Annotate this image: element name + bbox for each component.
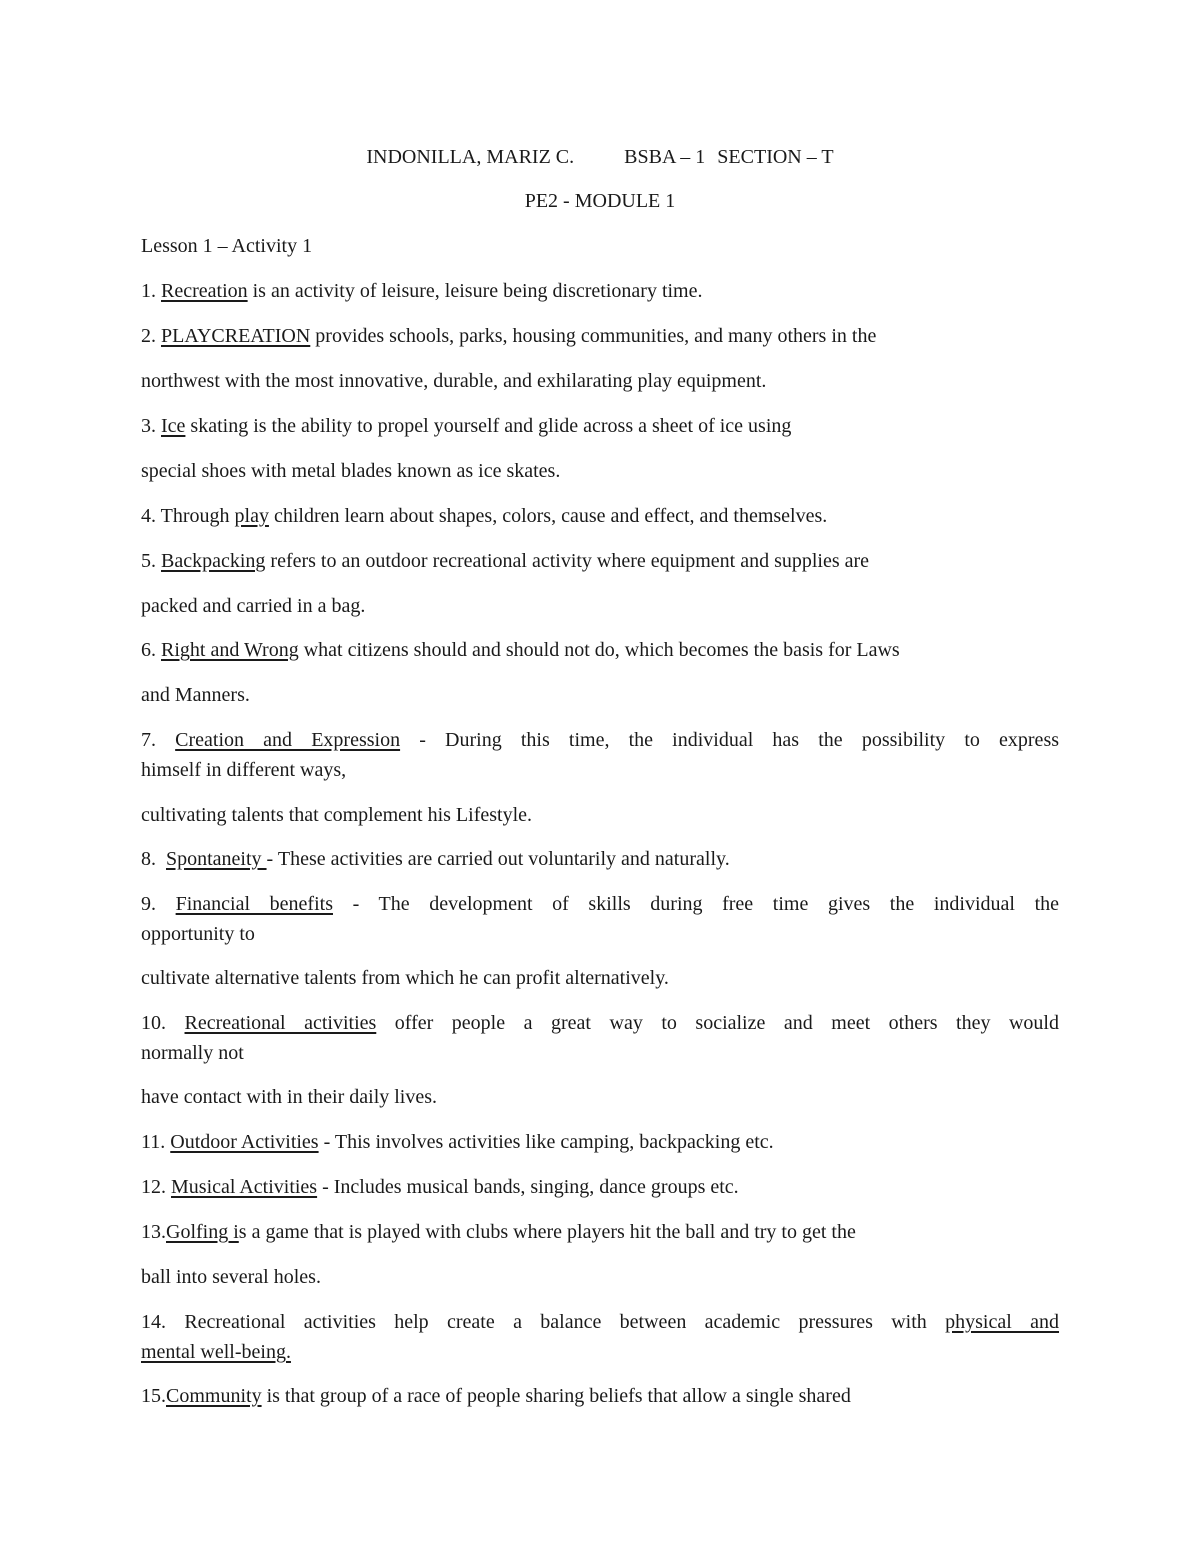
item-1-term: Recreation	[161, 280, 248, 302]
item-9: 9. Financial benefits - The development of skills during free time gives the individual the	[141, 893, 1060, 915]
item-11-term: Outdoor Activities	[170, 1131, 319, 1153]
item-12: 12. Musical Activities - Includes musical bands, singing, dance groups etc.	[141, 1176, 739, 1198]
item-8-term: Spontaneity	[166, 848, 267, 870]
item-6-continuation: and Manners.	[141, 684, 250, 706]
item-6-term: Right and Wrong	[161, 639, 299, 661]
item-12-term: Musical Activities	[171, 1176, 318, 1198]
section: SECTION – T	[717, 146, 834, 168]
item-9-wrap: opportunity to	[141, 923, 255, 945]
item-13-term: Golfing i	[166, 1221, 239, 1243]
item-2: 2. PLAYCREATION provides schools, parks, housing communities, and many others in the	[141, 325, 877, 347]
item-1: 1. Recreation is an activity of leisure, leisure being discretionary time.	[141, 280, 703, 302]
item-7-continuation: cultivating talents that complement his Lifestyle.	[141, 804, 533, 826]
header-line	[0, 145, 1200, 169]
item-13-continuation: ball into several holes.	[141, 1266, 321, 1288]
item-5-term: Backpacking	[161, 550, 266, 572]
item-5-continuation: packed and carried in a bag.	[141, 595, 366, 617]
item-8: 8. Spontaneity - These activities are carried out voluntarily and naturally.	[141, 848, 730, 870]
item-7-wrap: himself in different ways,	[141, 759, 347, 781]
item-6: 6. Right and Wrong what citizens should and should not do, which becomes the basis for Laws	[141, 639, 900, 661]
item-14-wrap	[141, 1340, 291, 1364]
module-title: PE2 - MODULE 1	[524, 190, 676, 212]
item-15: 15.Community is that group of a race of people sharing beliefs that allow a single shared	[141, 1385, 851, 1407]
item-7-term: Creation and Expression	[175, 729, 401, 751]
item-14: 14. Recreational activities help create a balance between academic pressures with physical and	[141, 1311, 1060, 1333]
item-10-wrap: normally not	[141, 1042, 244, 1064]
item-10: 10. Recreational activities offer people a great way to socialize and meet others they would	[141, 1012, 1059, 1034]
item-10-continuation: have contact with in their daily lives.	[141, 1086, 438, 1108]
item-2-term: PLAYCREATION	[161, 325, 311, 347]
item-4: 4. Through play children learn about shapes, colors, cause and effect, and themselves.	[141, 505, 828, 527]
item-9-continuation: cultivate alternative talents from which he can profit alternatively.	[141, 967, 669, 989]
lesson-title: Lesson 1 – Activity 1	[141, 235, 313, 257]
item-13: 13.Golfing is a game that is played with clubs where players hit the ball and try to get the	[141, 1221, 856, 1243]
student-name: INDONILLA, MARIZ C.	[366, 146, 575, 168]
item-7: 7. Creation and Expression - During this time, the individual has the possibility to express	[141, 729, 1060, 751]
item-2-continuation: northwest with the most innovative, durable, and exhilarating play equipment.	[141, 370, 767, 392]
item-15-term: Community	[166, 1385, 262, 1407]
item-3: 3. Ice skating is the ability to propel yourself and glide across a sheet of ice using	[141, 415, 792, 437]
item-10-term: Recreational activities	[184, 1012, 377, 1034]
item-4-term: play	[234, 505, 269, 527]
item-3-continuation: special shoes with metal blades known as ice skates.	[141, 460, 561, 482]
item-14-term-wrap: mental well-being.	[141, 1341, 291, 1363]
item-5: 5. Backpacking refers to an outdoor recreational activity where equipment and supplies are	[141, 550, 870, 572]
item-11: 11. Outdoor Activities - This involves activities like camping, backpacking etc.	[141, 1131, 774, 1153]
course: BSBA – 1	[624, 146, 706, 168]
item-9-term: Financial benefits	[175, 893, 333, 915]
item-14-term: physical and	[945, 1311, 1060, 1333]
item-3-term: Ice	[161, 415, 186, 437]
